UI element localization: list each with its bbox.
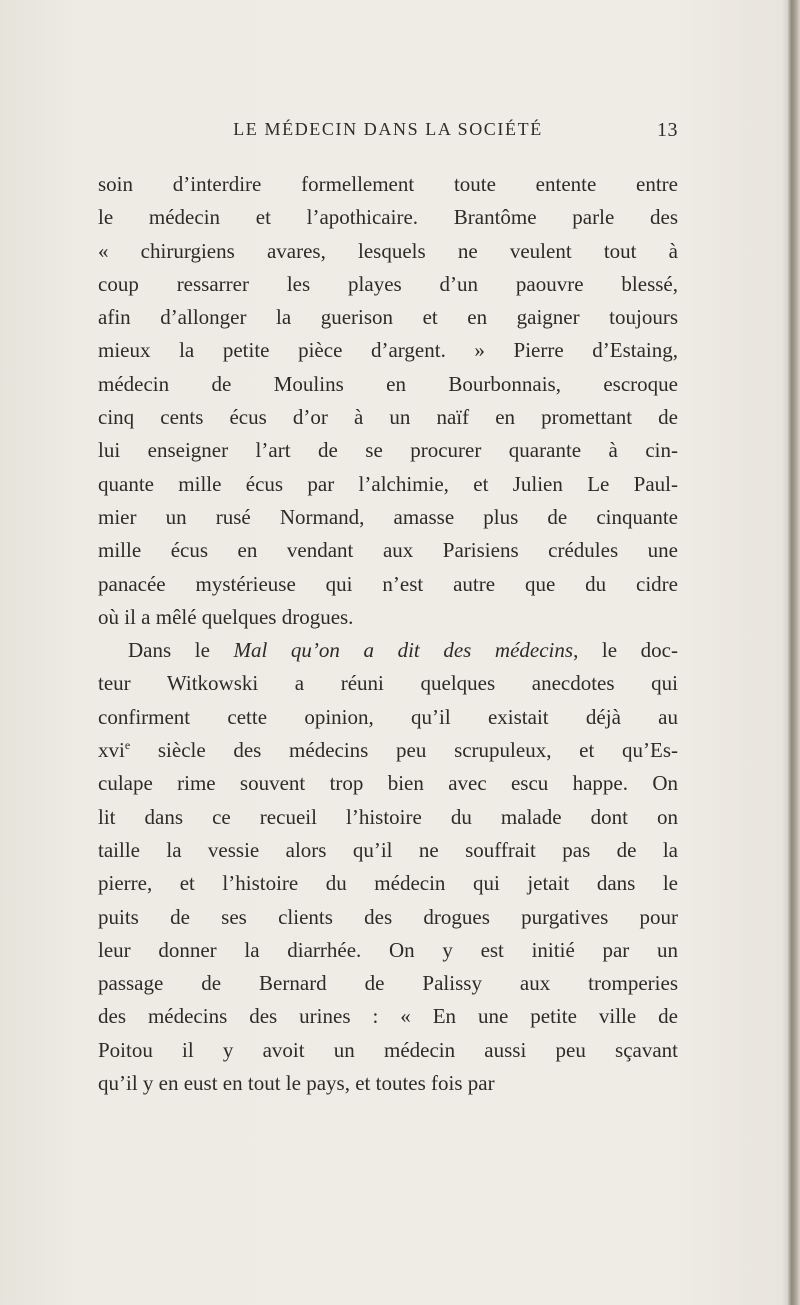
text-line: « chirurgiens avares, lesquels ne veulent tout à — [98, 238, 678, 263]
century-numeral: xvi — [98, 738, 125, 763]
page-number: 13 — [657, 119, 678, 141]
paragraph-2-first-line — [98, 634, 678, 667]
text-line: quante mille écus par l’alchimie, et Julien Le Paul- — [98, 471, 678, 496]
text-line: afin d’allonger la guerison et en gaigner toujours — [98, 305, 678, 330]
text-line: Poitou il y avoit un médecin aussi peu sçavant — [98, 1037, 678, 1062]
text-line: culape rime souvent trop bien avec escu happe. On — [98, 771, 678, 796]
text-line: médecin de Moulins en Bourbonnais, escroque — [98, 371, 678, 396]
body-text — [98, 168, 678, 1100]
text-line: soin d’interdire formellement toute entente entre — [98, 172, 678, 196]
book-spine-edge — [788, 0, 800, 1305]
text-line: mille écus en vendant aux Parisiens crédules une — [98, 538, 678, 563]
text-line: coup ressarrer les playes d’un paouvre blessé, — [98, 271, 678, 296]
text-fragment: Dans le — [128, 638, 234, 663]
text-line: mieux la petite pièce d’argent. » Pierre d’Estaing, — [98, 338, 678, 363]
text-line: le médecin et l’apothicaire. Brantôme parle des — [98, 205, 678, 230]
text-line: confirment cette opinion, qu’il existait déjà au — [98, 704, 678, 729]
text-line: leur donner la diarrhée. On y est initié par un — [98, 937, 678, 962]
text-line: lit dans ce recueil l’histoire du malade dont on — [98, 804, 678, 829]
text-line: où il a mêlé quelques drogues. — [98, 604, 354, 629]
running-title: LE MÉDECIN DANS LA SOCIÉTÉ — [233, 119, 543, 139]
text-line: mier un rusé Normand, amasse plus de cinquante — [98, 504, 678, 529]
text-line: cinq cents écus d’or à un naïf en promettant de — [98, 405, 678, 430]
text-line: passage de Bernard de Palissy aux tromperies — [98, 971, 678, 996]
text-line: des médecins des urines : « En une petite ville de — [98, 1004, 678, 1029]
text-line: pierre, et l’histoire du médecin qui jetait dans le — [98, 871, 678, 896]
page-header — [98, 119, 678, 149]
text-line: panacée mystérieuse qui n’est autre que du cidre — [98, 571, 678, 596]
book-title-italic: Mal qu’on a dit des médecins — [233, 638, 574, 663]
text-line: qu’il y en eust en tout le pays, et toutes fois par — [98, 1071, 495, 1096]
text-line: teur Witkowski a réuni quelques anecdotes qui — [98, 671, 678, 696]
text-line-century — [98, 734, 678, 767]
text-fragment: siècle des médecins peu scrupuleux, et qu’Es- — [130, 738, 678, 763]
text-line: taille la vessie alors qu’il ne souffrait pas de la — [98, 837, 678, 862]
text-fragment: , le doc- — [573, 638, 678, 663]
text-line: lui enseigner l’art de se procurer quarante à cin- — [98, 438, 678, 463]
text-line: puits de ses clients des drogues purgatives pour — [98, 904, 678, 929]
century-superscript: e — [124, 738, 131, 753]
